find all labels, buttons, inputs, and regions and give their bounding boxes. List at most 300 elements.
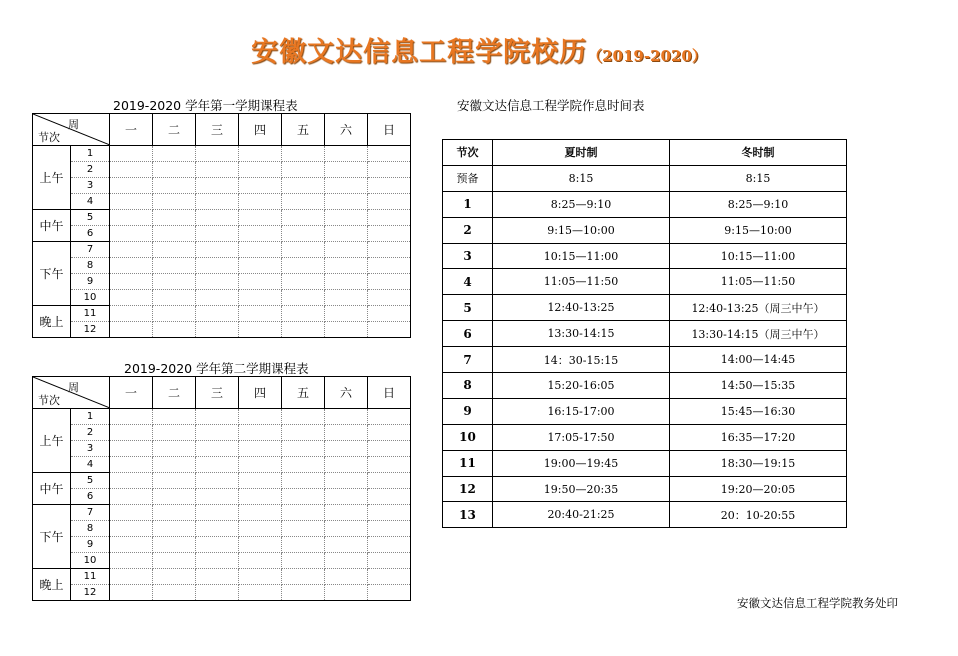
winter-time-cell: 14:00—14:45 [670, 347, 847, 373]
schedule-cell [325, 505, 368, 521]
day-header: 一 [110, 377, 153, 409]
period-row [33, 226, 411, 242]
timetable-row [443, 373, 847, 399]
summer-time-cell: 15:20-16:05 [493, 373, 670, 399]
timetable-header: 夏时制 [493, 140, 670, 166]
day-header: 五 [282, 114, 325, 146]
schedule-cell [325, 553, 368, 569]
schedule-cell [368, 194, 411, 210]
schedule-cell [110, 258, 153, 274]
summer-time-cell: 20:40-21:25 [493, 502, 670, 528]
timetable-row [443, 398, 847, 424]
schedule-cell [110, 585, 153, 601]
schedule-cell [196, 425, 239, 441]
schedule-cell [153, 521, 196, 537]
schedule-cell [196, 306, 239, 322]
summer-time-cell: 17:05-17:50 [493, 424, 670, 450]
timetable-header-row [443, 140, 847, 166]
segment-label: 上午 [33, 409, 71, 473]
period-number: 4 [71, 194, 110, 210]
schedule-cell [196, 226, 239, 242]
table2-caption: 2019-2020 学年第二学期课程表 [124, 361, 309, 376]
day-header: 四 [239, 114, 282, 146]
schedule-cell [239, 226, 282, 242]
schedule-cell [325, 569, 368, 585]
schedule-cell [368, 505, 411, 521]
schedule-cell [153, 210, 196, 226]
schedule-cell [325, 521, 368, 537]
schedule-cell [153, 194, 196, 210]
period-row [33, 162, 411, 178]
timetable-row [443, 476, 847, 502]
schedule-cell [153, 585, 196, 601]
schedule-cell [325, 489, 368, 505]
schedule-cell [239, 441, 282, 457]
schedule-cell [153, 274, 196, 290]
schedule-cell [282, 425, 325, 441]
schedule-cell [282, 457, 325, 473]
winter-time-cell: 11:05—11:50 [670, 269, 847, 295]
schedule-cell [239, 585, 282, 601]
period-number: 8 [71, 521, 110, 537]
period-number: 2 [71, 425, 110, 441]
period-row [33, 274, 411, 290]
day-header: 五 [282, 377, 325, 409]
period-cell: 12 [443, 476, 493, 502]
schedule-cell [153, 322, 196, 338]
summer-time-cell: 8:25—9:10 [493, 191, 670, 217]
schedule-cell [153, 489, 196, 505]
summer-time-cell: 12:40-13:25 [493, 295, 670, 321]
schedule-cell [325, 441, 368, 457]
period-row [33, 146, 411, 162]
schedule-cell [239, 569, 282, 585]
period-number: 9 [71, 537, 110, 553]
period-row [33, 473, 411, 489]
schedule-cell [196, 274, 239, 290]
table1-caption: 2019-2020 学年第一学期课程表 [113, 98, 298, 113]
period-number: 1 [71, 146, 110, 162]
winter-time-cell: 8:15 [670, 165, 847, 191]
summer-time-cell: 10:15—11:00 [493, 243, 670, 269]
schedule-cell [325, 457, 368, 473]
period-number: 1 [71, 409, 110, 425]
day-header: 一 [110, 114, 153, 146]
schedule-cell [368, 537, 411, 553]
day-header: 二 [153, 377, 196, 409]
schedule-cell [110, 162, 153, 178]
schedule-cell [153, 242, 196, 258]
schedule-cell [153, 537, 196, 553]
period-row [33, 290, 411, 306]
schedule-cell [153, 290, 196, 306]
schedule-cell [282, 489, 325, 505]
timetable-header: 节次 [443, 140, 493, 166]
schedule-cell [282, 258, 325, 274]
period-number: 11 [71, 306, 110, 322]
schedule-cell [282, 242, 325, 258]
period-row [33, 258, 411, 274]
schedule-cell [196, 537, 239, 553]
winter-time-cell: 9:15—10:00 [670, 217, 847, 243]
day-header: 三 [196, 114, 239, 146]
schedule-cell [282, 441, 325, 457]
schedule-cell [239, 274, 282, 290]
period-row [33, 537, 411, 553]
summer-time-cell: 19:50—20:35 [493, 476, 670, 502]
schedule-cell [282, 569, 325, 585]
period-row [33, 521, 411, 537]
schedule-cell [368, 242, 411, 258]
schedule-cell [325, 226, 368, 242]
segment-label: 中午 [33, 473, 71, 505]
schedule-cell [239, 210, 282, 226]
schedule-cell [153, 226, 196, 242]
schedule-cell [239, 194, 282, 210]
segment-label: 上午 [33, 146, 71, 210]
schedule-cell [196, 210, 239, 226]
schedule-cell [239, 425, 282, 441]
period-number: 12 [71, 322, 110, 338]
timetable-row [443, 450, 847, 476]
period-number: 4 [71, 457, 110, 473]
period-number: 12 [71, 585, 110, 601]
schedule-cell [368, 457, 411, 473]
day-header: 二 [153, 114, 196, 146]
schedule-cell [196, 162, 239, 178]
schedule-cell [325, 290, 368, 306]
schedule-cell [368, 473, 411, 489]
summer-time-cell: 14：30-15:15 [493, 347, 670, 373]
period-cell: 4 [443, 269, 493, 295]
schedule-cell [282, 473, 325, 489]
schedule-cell [368, 178, 411, 194]
schedule-cell [153, 178, 196, 194]
schedule-cell [110, 489, 153, 505]
schedule-table-2 [32, 376, 411, 601]
schedule-cell [110, 226, 153, 242]
schedule-cell [110, 457, 153, 473]
schedule-cell [239, 146, 282, 162]
period-number: 9 [71, 274, 110, 290]
period-cell: 预备 [443, 165, 493, 191]
schedule-cell [368, 210, 411, 226]
summer-time-cell: 8:15 [493, 165, 670, 191]
schedule-cell [282, 178, 325, 194]
period-row [33, 505, 411, 521]
schedule-cell [153, 162, 196, 178]
schedule-cell [153, 441, 196, 457]
schedule-cell [196, 178, 239, 194]
segment-label: 下午 [33, 505, 71, 569]
schedule-cell [196, 521, 239, 537]
schedule-cell [153, 258, 196, 274]
schedule-cell [110, 537, 153, 553]
schedule-cell [282, 322, 325, 338]
period-number: 3 [71, 178, 110, 194]
winter-time-cell: 15:45—16:30 [670, 398, 847, 424]
period-number: 10 [71, 553, 110, 569]
period-cell: 6 [443, 321, 493, 347]
schedule-cell [368, 521, 411, 537]
schedule-cell [110, 274, 153, 290]
schedule-cell [282, 409, 325, 425]
schedule-table-1 [32, 113, 411, 338]
schedule-cell [110, 306, 153, 322]
period-cell: 3 [443, 243, 493, 269]
schedule-cell [239, 306, 282, 322]
period-row [33, 242, 411, 258]
period-number: 2 [71, 162, 110, 178]
schedule-cell [325, 242, 368, 258]
timetable-row [443, 347, 847, 373]
schedule-cell [239, 553, 282, 569]
period-number: 7 [71, 242, 110, 258]
schedule-cell [325, 146, 368, 162]
schedule-cell [153, 306, 196, 322]
segment-label: 中午 [33, 210, 71, 242]
period-number: 11 [71, 569, 110, 585]
schedule-cell [196, 553, 239, 569]
schedule-cell [239, 537, 282, 553]
schedule-cell [325, 162, 368, 178]
day-header: 日 [368, 377, 411, 409]
schedule-cell [153, 473, 196, 489]
period-cell: 5 [443, 295, 493, 321]
schedule-cell [368, 409, 411, 425]
schedule-cell [196, 194, 239, 210]
period-row [33, 306, 411, 322]
schedule-cell [368, 322, 411, 338]
schedule-cell [368, 441, 411, 457]
schedule-cell [196, 505, 239, 521]
schedule-cell [196, 290, 239, 306]
schedule-cell [368, 553, 411, 569]
period-number: 10 [71, 290, 110, 306]
timetable-row [443, 502, 847, 528]
schedule-cell [196, 441, 239, 457]
schedule-cell [282, 274, 325, 290]
schedule-cell [325, 274, 368, 290]
period-cell: 9 [443, 398, 493, 424]
period-number: 3 [71, 441, 110, 457]
schedule-cell [153, 457, 196, 473]
period-number: 5 [71, 473, 110, 489]
schedule-cell [282, 146, 325, 162]
schedule-cell [325, 258, 368, 274]
period-row [33, 322, 411, 338]
schedule-cell [325, 194, 368, 210]
schedule-cell [325, 537, 368, 553]
schedule-cell [196, 569, 239, 585]
timetable-row [443, 424, 847, 450]
schedule-cell [282, 290, 325, 306]
timetable-row [443, 217, 847, 243]
schedule-cell [196, 409, 239, 425]
timetable-row [443, 243, 847, 269]
winter-time-cell: 10:15—11:00 [670, 243, 847, 269]
schedule-cell [239, 489, 282, 505]
winter-time-cell: 14:50—15:35 [670, 373, 847, 399]
schedule-cell [110, 409, 153, 425]
schedule-cell [110, 553, 153, 569]
summer-time-cell: 19:00—19:45 [493, 450, 670, 476]
schedule-cell [239, 322, 282, 338]
schedule-cell [110, 505, 153, 521]
schedule-cell [239, 409, 282, 425]
day-header: 四 [239, 377, 282, 409]
schedule-cell [110, 242, 153, 258]
schedule-cell [239, 473, 282, 489]
period-cell: 1 [443, 191, 493, 217]
period-row [33, 569, 411, 585]
period-row [33, 585, 411, 601]
period-number: 7 [71, 505, 110, 521]
schedule-cell [196, 457, 239, 473]
page-title [0, 30, 958, 69]
corner-period-label: 节次 [38, 131, 60, 144]
schedule-cell [368, 489, 411, 505]
period-number: 8 [71, 258, 110, 274]
period-row [33, 194, 411, 210]
period-row [33, 210, 411, 226]
schedule-cell [110, 210, 153, 226]
schedule-cell [325, 306, 368, 322]
schedule-cell [153, 553, 196, 569]
schedule-cell [282, 194, 325, 210]
schedule-cell [325, 409, 368, 425]
segment-label: 晚上 [33, 569, 71, 601]
schedule-cell [153, 409, 196, 425]
period-cell: 11 [443, 450, 493, 476]
segment-label: 晚上 [33, 306, 71, 338]
schedule-cell [325, 178, 368, 194]
schedule-cell [196, 473, 239, 489]
schedule-cell [110, 322, 153, 338]
footer-stamp: 安徽文达信息工程学院教务处印 [737, 596, 898, 610]
title-main: 安徽文达信息工程学院校历 [251, 37, 588, 68]
schedule-cell [282, 553, 325, 569]
corner-week-label: 周 [68, 118, 79, 131]
schedule-cell [282, 226, 325, 242]
schedule-cell [239, 162, 282, 178]
period-number: 6 [71, 226, 110, 242]
day-header: 六 [325, 377, 368, 409]
winter-time-cell: 8:25—9:10 [670, 191, 847, 217]
header-row [33, 114, 411, 146]
schedule-cell [282, 162, 325, 178]
period-cell: 13 [443, 502, 493, 528]
summer-time-cell: 13:30-14:15 [493, 321, 670, 347]
timetable-row [443, 191, 847, 217]
period-cell: 8 [443, 373, 493, 399]
schedule-cell [368, 226, 411, 242]
period-cell: 10 [443, 424, 493, 450]
day-header: 六 [325, 114, 368, 146]
schedule-cell [153, 569, 196, 585]
schedule-cell [153, 425, 196, 441]
schedule-cell [110, 473, 153, 489]
corner-cell [33, 377, 110, 409]
schedule-cell [368, 425, 411, 441]
corner-cell [33, 114, 110, 146]
schedule-cell [325, 473, 368, 489]
winter-time-cell: 20：10-20:55 [670, 502, 847, 528]
schedule-cell [368, 585, 411, 601]
schedule-cell [239, 505, 282, 521]
day-header: 日 [368, 114, 411, 146]
schedule-cell [282, 521, 325, 537]
period-row [33, 425, 411, 441]
title-year: （2019-2020） [587, 47, 707, 65]
schedule-cell [239, 178, 282, 194]
period-row [33, 457, 411, 473]
schedule-cell [282, 505, 325, 521]
schedule-cell [196, 242, 239, 258]
timetable [442, 139, 847, 528]
schedule-cell [110, 194, 153, 210]
timetable-header: 冬时制 [670, 140, 847, 166]
timetable-row [443, 165, 847, 191]
period-number: 6 [71, 489, 110, 505]
schedule-cell [239, 258, 282, 274]
schedule-cell [196, 258, 239, 274]
winter-time-cell: 18:30—19:15 [670, 450, 847, 476]
summer-time-cell: 9:15—10:00 [493, 217, 670, 243]
timetable-row [443, 269, 847, 295]
schedule-cell [282, 585, 325, 601]
period-number: 5 [71, 210, 110, 226]
schedule-cell [368, 569, 411, 585]
schedule-cell [368, 146, 411, 162]
timetable-caption: 安徽文达信息工程学院作息时间表 [457, 98, 645, 113]
period-row [33, 489, 411, 505]
schedule-cell [325, 425, 368, 441]
period-row [33, 553, 411, 569]
corner-period-label: 节次 [38, 394, 60, 407]
header-row [33, 377, 411, 409]
schedule-cell [282, 306, 325, 322]
summer-time-cell: 16:15-17:00 [493, 398, 670, 424]
corner-week-label: 周 [68, 381, 79, 394]
period-cell: 7 [443, 347, 493, 373]
schedule-cell [196, 489, 239, 505]
schedule-cell [196, 146, 239, 162]
schedule-cell [110, 569, 153, 585]
winter-time-cell: 12:40-13:25（周三中午） [670, 295, 847, 321]
segment-label: 下午 [33, 242, 71, 306]
schedule-cell [282, 537, 325, 553]
schedule-cell [110, 425, 153, 441]
schedule-cell [325, 585, 368, 601]
day-header: 三 [196, 377, 239, 409]
schedule-cell [110, 290, 153, 306]
schedule-cell [239, 242, 282, 258]
schedule-cell [325, 210, 368, 226]
winter-time-cell: 19:20—20:05 [670, 476, 847, 502]
schedule-cell [153, 505, 196, 521]
schedule-cell [239, 457, 282, 473]
schedule-cell [325, 322, 368, 338]
summer-time-cell: 11:05—11:50 [493, 269, 670, 295]
period-row [33, 409, 411, 425]
schedule-cell [239, 290, 282, 306]
schedule-cell [196, 585, 239, 601]
winter-time-cell: 16:35—17:20 [670, 424, 847, 450]
schedule-cell [110, 178, 153, 194]
timetable-row [443, 295, 847, 321]
schedule-cell [368, 290, 411, 306]
